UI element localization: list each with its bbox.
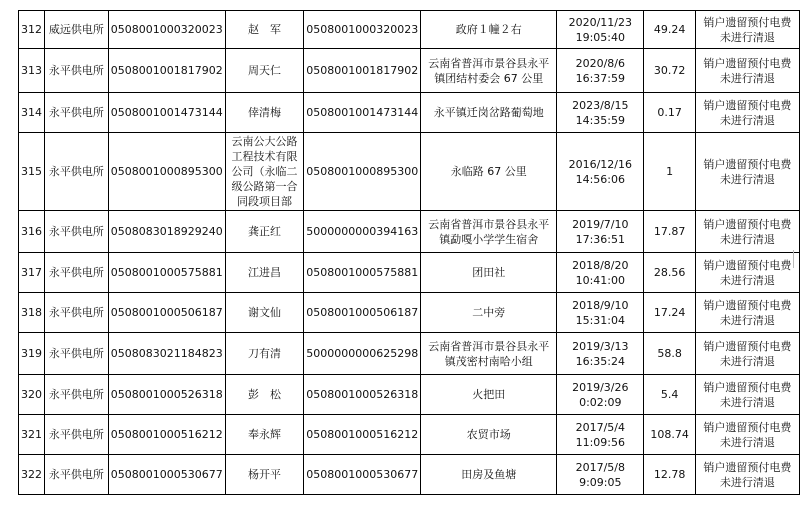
account-number-cell: 0508001000516212 — [108, 415, 225, 455]
table-row — [19, 455, 800, 495]
account-number-cell: 0508001000530677 — [108, 455, 225, 495]
account-number-cell: 0508001001473144 — [108, 93, 225, 133]
remark-cell: 销户遗留预付电费 未进行清退 — [695, 49, 799, 93]
table-row — [19, 11, 800, 49]
refund-amount-cell: 5.4 — [644, 375, 695, 415]
customer-name-cell: 彭 松 — [225, 375, 304, 415]
power-supply-unit-cell: 永平供电所 — [45, 293, 109, 333]
power-supply-unit-cell: 永平供电所 — [45, 253, 109, 293]
refund-amount-cell: 28.56 — [644, 253, 695, 293]
address-cell: 农贸市场 — [421, 415, 557, 455]
table-row — [19, 49, 800, 93]
customer-name-cell: 谢文仙 — [225, 293, 304, 333]
row-number-cell: 312 — [19, 11, 45, 49]
customer-name-cell: 奉永辉 — [225, 415, 304, 455]
power-supply-unit-cell: 永平供电所 — [45, 333, 109, 375]
table-row — [19, 415, 800, 455]
table-row — [19, 253, 800, 293]
address-cell: 云南省普洱市景谷县永平 镇团结村委会 67 公里 — [421, 49, 557, 93]
remark-cell: 销户遗留预付电费 未进行清退 — [695, 415, 799, 455]
address-cell: 云南省普洱市景谷县永平 镇茂密村南哈小组 — [421, 333, 557, 375]
meter-number-cell: 0508001000575881 — [304, 253, 421, 293]
meter-number-cell: 0508001000506187 — [304, 293, 421, 333]
close-time-cell: 2018/9/10 15:31:04 — [557, 293, 644, 333]
close-time-cell: 2019/7/10 17:36:51 — [557, 211, 644, 253]
power-supply-unit-cell: 永平供电所 — [45, 49, 109, 93]
power-supply-unit-cell: 永平供电所 — [45, 93, 109, 133]
row-number-cell: 320 — [19, 375, 45, 415]
close-time-cell: 2016/12/16 14:56:06 — [557, 133, 644, 211]
remark-cell: 销户遗留预付电费 未进行清退 — [695, 253, 799, 293]
remark-cell: 销户遗留预付电费 未进行清退 — [695, 375, 799, 415]
remark-cell: 销户遗留预付电费 未进行清退 — [695, 455, 799, 495]
row-number-cell: 321 — [19, 415, 45, 455]
account-number-cell: 0508001000506187 — [108, 293, 225, 333]
close-time-cell: 2019/3/26 0:02:09 — [557, 375, 644, 415]
row-number-cell: 317 — [19, 253, 45, 293]
close-time-cell: 2019/3/13 16:35:24 — [557, 333, 644, 375]
account-number-cell: 0508001000320023 — [108, 11, 225, 49]
address-cell: 火把田 — [421, 375, 557, 415]
power-supply-unit-cell: 永平供电所 — [45, 455, 109, 495]
meter-number-cell: 0508001000530677 — [304, 455, 421, 495]
remark-cell: 销户遗留预付电费 未进行清退 — [695, 11, 799, 49]
address-cell: 田房及鱼塘 — [421, 455, 557, 495]
close-time-cell: 2017/5/4 11:09:56 — [557, 415, 644, 455]
row-number-cell: 315 — [19, 133, 45, 211]
customer-name-cell: 周天仁 — [225, 49, 304, 93]
account-number-cell: 0508083021184823 — [108, 333, 225, 375]
meter-number-cell: 0508001000895300 — [304, 133, 421, 211]
customer-name-cell: 龚正红 — [225, 211, 304, 253]
table-row — [19, 293, 800, 333]
account-number-cell: 0508001001817902 — [108, 49, 225, 93]
customer-name-cell: 赵 军 — [225, 11, 304, 49]
meter-number-cell: 0508001000526318 — [304, 375, 421, 415]
remark-cell: 销户遗留预付电费 未进行清退 — [695, 211, 799, 253]
refund-amount-cell: 0.17 — [644, 93, 695, 133]
power-supply-unit-cell: 威远供电所 — [45, 11, 109, 49]
meter-number-cell: 0508001001817902 — [304, 49, 421, 93]
power-supply-unit-cell: 永平供电所 — [45, 375, 109, 415]
close-time-cell: 2017/5/8 9:09:05 — [557, 455, 644, 495]
row-number-cell: 318 — [19, 293, 45, 333]
refund-amount-cell: 17.87 — [644, 211, 695, 253]
remark-cell: 销户遗留预付电费 未进行清退 — [695, 293, 799, 333]
account-number-cell: 0508001000895300 — [108, 133, 225, 211]
refund-amount-cell: 49.24 — [644, 11, 695, 49]
refund-amount-cell: 108.74 — [644, 415, 695, 455]
refund-amount-cell: 58.8 — [644, 333, 695, 375]
row-number-cell: 319 — [19, 333, 45, 375]
table-row — [19, 211, 800, 253]
address-cell: 政府１幢２右 — [421, 11, 557, 49]
remark-cell: 销户遗留预付电费 未进行清退 — [695, 133, 799, 211]
table-row — [19, 333, 800, 375]
address-cell: 永临路 67 公里 — [421, 133, 557, 211]
customer-name-cell: 倖清梅 — [225, 93, 304, 133]
account-refund-table — [18, 10, 800, 495]
meter-number-cell: 0508001001473144 — [304, 93, 421, 133]
refund-amount-cell: 30.72 — [644, 49, 695, 93]
row-number-cell: 322 — [19, 455, 45, 495]
table-row — [19, 133, 800, 211]
address-cell: 团田社 — [421, 253, 557, 293]
row-number-cell: 316 — [19, 211, 45, 253]
power-supply-unit-cell: 永平供电所 — [45, 415, 109, 455]
refund-amount-cell: 12.78 — [644, 455, 695, 495]
row-number-cell: 314 — [19, 93, 45, 133]
power-supply-unit-cell: 永平供电所 — [45, 133, 109, 211]
meter-number-cell: 0508001000516212 — [304, 415, 421, 455]
close-time-cell: 2018/8/20 10:41:00 — [557, 253, 644, 293]
account-number-cell: 0508001000575881 — [108, 253, 225, 293]
refund-amount-cell: 1 — [644, 133, 695, 211]
refund-amount-cell: 17.24 — [644, 293, 695, 333]
row-number-cell: 313 — [19, 49, 45, 93]
close-time-cell: 2020/8/6 16:37:59 — [557, 49, 644, 93]
customer-name-cell: 云南公大公路 工程技术有限 公司（永临二 级公路第一合 同段项目部 — [225, 133, 304, 211]
power-supply-unit-cell: 永平供电所 — [45, 211, 109, 253]
meter-number-cell: 0508001000320023 — [304, 11, 421, 49]
close-time-cell: 2023/8/15 14:35:59 — [557, 93, 644, 133]
table-row — [19, 375, 800, 415]
address-cell: 永平镇迁岗岔路葡萄地 — [421, 93, 557, 133]
table-row — [19, 93, 800, 133]
account-number-cell: 0508083018929240 — [108, 211, 225, 253]
table-body — [19, 11, 800, 495]
page-edge-marker — [793, 250, 798, 268]
meter-number-cell: 5000000000625298 — [304, 333, 421, 375]
remark-cell: 销户遗留预付电费 未进行清退 — [695, 333, 799, 375]
account-number-cell: 0508001000526318 — [108, 375, 225, 415]
customer-name-cell: 江进昌 — [225, 253, 304, 293]
address-cell: 二中旁 — [421, 293, 557, 333]
customer-name-cell: 杨开平 — [225, 455, 304, 495]
address-cell: 云南省普洱市景谷县永平 镇勐嘎小学学生宿舍 — [421, 211, 557, 253]
remark-cell: 销户遗留预付电费 未进行清退 — [695, 93, 799, 133]
customer-name-cell: 刀有清 — [225, 333, 304, 375]
close-time-cell: 2020/11/23 19:05:40 — [557, 11, 644, 49]
meter-number-cell: 5000000000394163 — [304, 211, 421, 253]
